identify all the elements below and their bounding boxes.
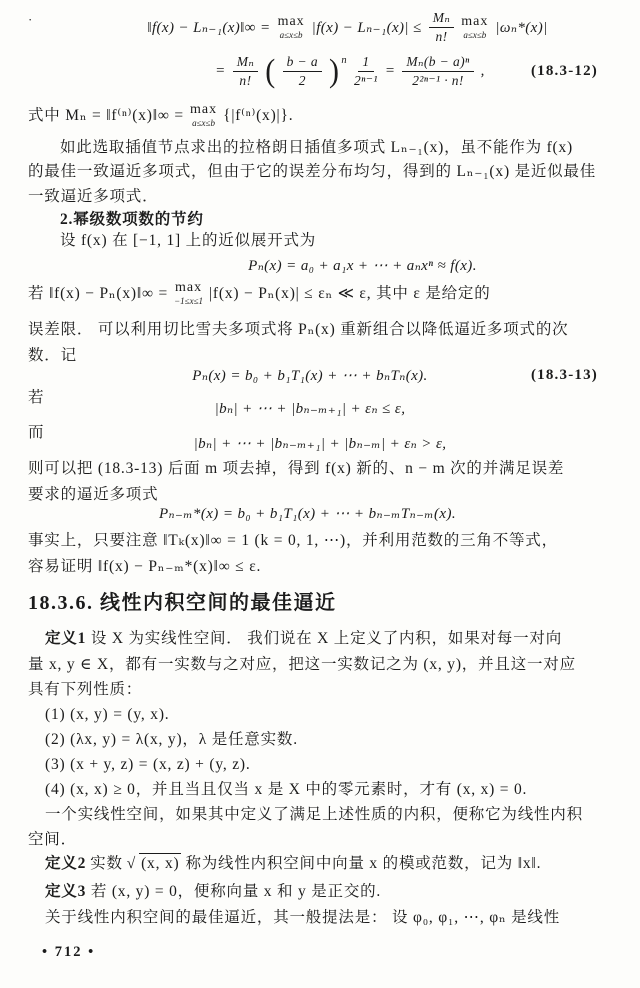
definition-2-pre: 实数 [90, 854, 123, 872]
equation-where-clause [28, 103, 293, 128]
where-prefix: 式中 Mₙ = ‖f⁽ⁿ⁾(x)‖∞ = [28, 106, 184, 124]
definition-1-line3: 具有下列性质： [28, 681, 143, 698]
max-limits: −1≤x≤1 [174, 296, 204, 306]
equals-sign: = [215, 63, 226, 80]
equation-number-18-3-12: (18.3-12) [530, 63, 598, 80]
paragraph-setup: 设 f(x) 在 [−1, 1] 上的近似展开式为 [60, 232, 317, 249]
fraction-final [402, 54, 473, 89]
paragraph-lagrange-line3: 一致逼近多项式． [28, 188, 159, 205]
paragraph-if-line3: 数．记 [28, 347, 77, 364]
fraction-b-minus-a-over-2 [283, 54, 322, 89]
sqrt-radicand: (x, x) [141, 855, 180, 872]
paragraph-if-line1 [28, 281, 491, 306]
section-heading-18-3-6: 18.3.6. 线性内积空间的最佳逼近 [28, 592, 337, 614]
fraction-denominator: n! [239, 73, 252, 89]
max-limits: a≤x≤b [463, 30, 487, 41]
max-operator-with-limits [461, 15, 488, 40]
paragraph-drop-terms-line2: 要求的逼近多项式 [28, 486, 159, 503]
max-op: max [277, 14, 305, 30]
exponent-n: n [341, 55, 348, 66]
paragraph-inner-product-space-line2: 空间． [28, 831, 77, 848]
fraction-denominator: 2ⁿ⁻¹ [354, 73, 378, 89]
definition-1-line2: 量 x, y ∈ X，都有一实数与之对应，把这一实数记之为 (x, y)，并且这一对应 [28, 656, 576, 673]
definition-1-text: 设 X 为实线性空间． 我们说在 X 上定义了内积，如果对每一对向 [90, 630, 563, 647]
if-prefix: 若 ‖f(x) − Pₙ(x)‖∞ = [28, 284, 169, 302]
max-op: max [175, 280, 203, 295]
max-limits: a≤x≤b [279, 30, 303, 41]
max-limits: a≤x≤b [192, 118, 215, 128]
fraction-numerator: b − a [283, 54, 322, 72]
paragraph-drop-terms-line1: 则可以把 (18.3-13) 后面 m 项去掉，得到 f(x) 新的、n − m 次的并满足误差 [28, 460, 565, 477]
equation-chebyshev-combination [0, 366, 640, 385]
left-paren: ( [265, 53, 276, 90]
fraction-denominator: n! [435, 29, 448, 45]
paragraph-lagrange-line2: 的最佳一致逼近多项式，但由于它的误差分布均匀，得到的 Lₙ₋₁(x) 是近似最佳 [28, 163, 597, 180]
max-operator-with-limits [174, 281, 203, 306]
page-number: • 712 • [42, 944, 96, 960]
paragraph-if-line2: 误差限． 可以利用切比雪夫多项式将 Pₙ(x) 重新组合以降低逼近多项式的次 [28, 321, 569, 338]
eq-lhs-norm: ‖f(x) − Lₙ₋₁(x)‖∞ = [147, 20, 271, 37]
fraction-numerator: Mₙ(b − a)ⁿ [402, 54, 473, 72]
fraction-numerator: Mₙ [429, 10, 455, 28]
definition-3 [45, 882, 381, 901]
fraction-denominator: 2²ⁿ⁻¹ · n! [412, 73, 464, 89]
property-item-1: (1) (x, y) = (y, x). [45, 706, 170, 723]
max-operator-with-limits [278, 15, 305, 40]
word-if: 若 [28, 389, 45, 406]
paragraph-fact-line1: 事实上，只要注意 ‖Tₖ(x)‖∞ = 1 (k = 0, 1, ⋯)，并利用范数的三角不等式， [28, 532, 558, 549]
equation-inequality-2: |bₙ| + ⋯ + |bₙ₋ₘ₊₁| + |bₙ₋ₘ| + εₙ > ε, [193, 436, 447, 452]
paragraph-lagrange-line1: 如此选取插值节点求出的拉格朗日插值多项式 Lₙ₋₁(x)，虽不能作为 f(x) [60, 139, 574, 156]
equals-sign: = [384, 63, 396, 80]
max-op: max [189, 102, 218, 117]
eq-mid-abs: |f(x) − Lₙ₋₁(x)| ≤ [311, 20, 422, 37]
scan-artifact-dot: · [28, 12, 33, 27]
fraction-one-over-2n1 [354, 54, 378, 89]
eq-rhs-omega: |ωₙ*(x)| [495, 20, 548, 37]
paragraph-fact-line2: 容易证明 ‖f(x) − Pₙ₋ₘ*(x)‖∞ ≤ ε. [28, 558, 262, 575]
sqrt-symbol: √ [126, 854, 137, 872]
subheading-power-series-economization: 2.幂级数项数的节约 [60, 211, 204, 228]
definition-2 [45, 853, 541, 873]
definition-3-text: 若 (x, y) = 0，便称向量 x 和 y 是正交的. [90, 883, 382, 900]
equation-error-bound-line2 [0, 54, 640, 89]
equation-body: Pₙ(x) = b₀ + b₁T₁(x) + ⋯ + bₙTₙ(x). [192, 368, 428, 384]
definition-2-label: 定义2 [45, 854, 87, 872]
equation-truncated-polynomial: Pₙ₋ₘ*(x) = b₀ + b₁T₁(x) + ⋯ + bₙ₋ₘTₙ₋ₘ(x). [158, 506, 457, 522]
property-item-2: (2) (λx, y) = λ(x, y)，λ 是任意实数. [45, 731, 298, 748]
max-operator-with-limits [190, 103, 217, 128]
paragraph-inner-product-space-line1: 一个实线性空间，如果其中定义了满足上述性质的内积，便称它为线性内积 [45, 806, 583, 823]
definition-1-label: 定义1 [45, 630, 87, 647]
fraction-numerator: 1 [358, 54, 373, 72]
fraction-denominator: 2 [298, 73, 306, 89]
equation-power-series: Pₙ(x) = a₀ + a₁x + ⋯ + aₙxⁿ ≈ f(x). [248, 258, 477, 274]
definition-2-post: 称为线性内积空间中向量 x 的模或范数，记为 ‖x‖. [185, 854, 542, 872]
property-item-3: (3) (x + y, z) = (x, z) + (y, z). [45, 756, 251, 773]
fraction-mn-over-nfact [429, 10, 455, 45]
equation-inequality-1: |bₙ| + ⋯ + |bₙ₋ₘ₊₁| + εₙ ≤ ε, [214, 401, 406, 417]
equation-number-18-3-13: (18.3-13) [530, 367, 598, 383]
fraction-numerator: Mₙ [233, 54, 259, 72]
if-suffix: |f(x) − Pₙ(x)| ≤ εₙ ≪ ε, 其中 ε 是给定的 [209, 284, 491, 302]
equation-error-bound-line1 [0, 10, 640, 45]
word-and: 而 [28, 424, 45, 441]
where-suffix: {|f⁽ⁿ⁾(x)|}. [223, 106, 294, 124]
paragraph-general-formulation: 关于线性内积空间的最佳逼近，其一般提法是： 设 φ₀, φ₁, ⋯, φₙ 是线性 [45, 909, 561, 926]
right-paren: ) [328, 53, 340, 90]
max-op: max [461, 14, 489, 30]
comma: , [480, 63, 485, 80]
definition-3-label: 定义3 [45, 883, 87, 900]
property-item-4: (4) (x, x) ≥ 0，并且当且仅当 x 是 X 中的零元素时，才有 (x, x) = 0. [45, 781, 528, 798]
fraction-mn-over-nfact [233, 54, 259, 89]
definition-1-line1 [45, 629, 562, 648]
